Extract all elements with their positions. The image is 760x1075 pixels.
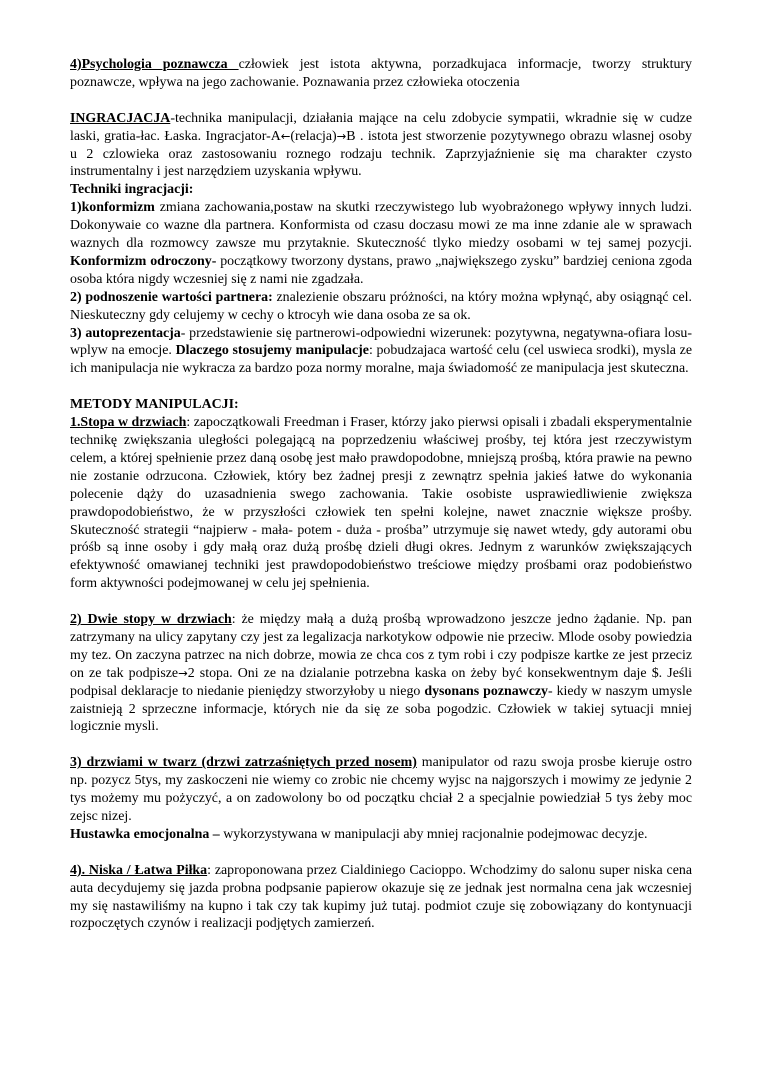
paragraph-gap xyxy=(70,378,692,396)
heading-konformizm: konformizm xyxy=(81,200,155,216)
heading-drzwiami-w-twarz: 3) drzwiami w twarz (drzwi zatrzaśniętych przed nosem) xyxy=(70,755,417,771)
paragraph-text: : pobudzajaca wartość celu (cel uswieca srodki), mysla ze ich manipulacja nie wykracza za bardzo poza normy moralne, maja świadomość ze manipulacja jest skuteczna. xyxy=(70,343,692,377)
paragraph-text: zmiana zachowania,postaw na skutki rzeczywistego lub wyobrażonego wpływy innych ludzi. Dokonywaie co wazne dla partnera. Konformista od czasu doczasu mowi ze ma inne zdanie ale w sprawach waznych dla rozmowcy zawsze mu przytaknie. Skuteczność tlyko miedzy osobami w tej samej pozycji. xyxy=(70,200,692,252)
list-number: 1) xyxy=(70,200,82,216)
paragraph-gap xyxy=(70,92,692,110)
heading-podnoszenie-wartosci: 2) podnoszenie wartości partnera: xyxy=(70,289,273,305)
heading-techniki-ingracjacji: Techniki ingracjacji: xyxy=(70,182,194,198)
paragraph-dwie-stopy xyxy=(70,611,692,736)
heading-stopa-w-drzwiach: 1.Stopa w drzwiach xyxy=(70,415,187,431)
paragraph-text: : zaproponowana przez Cialdiniego Cacioppo. Wchodzimy do salonu super niska cena auta decydujemy się jazda probna podpsanie papierow okazuje się ze jednak jest normalna cena jak wczesniej my się nastawiliśmy na kupno i tak czy tak kupimy już tutaj. podmiot czuje się zobowiązany do kontynuacji rozpoczętych czynów i realizacji podjętych zamierzeń. xyxy=(70,862,692,932)
paragraph-text: B . istota jest stworzenie pozytywnego obrazu wlasnej osoby u 2 czlowieka oraz zastosowaniu roznego rodzaju technik. Zaprzyjaźnienie się ma charakter czysto instrumentalny i jest narzędziem uzyskania wpływu. xyxy=(70,128,692,180)
paragraph-gap xyxy=(70,844,692,862)
paragraph-text: 2 stopa. Oni ze na dzialanie potrzebna kaska on żeby być konsekwentnym daje $. Jeśli podpisal deklaracje to niedanie pieniędzy stworzyłoby u niego xyxy=(70,665,692,699)
paragraph-drzwiami-w-twarz xyxy=(70,754,692,826)
heading-konformizm-odroczony: Konformizm odroczony- xyxy=(70,253,217,269)
paragraph-konformizm xyxy=(70,199,692,289)
paragraph-text: -technika manipulacji, działania mające na celu zdobycie sympatii, wkradnie się w cudze laski, gratia-łac. Łaska. Ingracjator-A xyxy=(70,110,692,144)
paragraph-text: - kiedy w naszym umysle zaistnieją 2 sprzeczne informacje, których nie da się ze soba pogodzic. Człowiek w takiej sytuacji mniej logicznie mysli. xyxy=(70,683,692,735)
heading-dwie-stopy: 2) Dwie stopy w drzwiach xyxy=(70,612,232,628)
paragraph-text: : że między małą a dużą prośbą wprowadzono jeszcze jedno żądanie. Np. pan zatrzymany na ulicy zapytany czy jest za legalizacja narkotykow odpowie nie przeciw. Mlode osoby powiedzia my tez. On zaczyna patrzec na nich dobrze, mowia ze chca cos z tym robi i czy podpisze kartke ze jest przeciz on ze tak podpisze xyxy=(70,612,692,681)
heading-autoprezentacja: 3) autoprezentacja xyxy=(70,325,181,341)
paragraph-text: początkowy tworzony dystans, prawo „największego zysku” bardziej ceniona zgoda osoba która nigdy wczesniej się z nami nie zgadzała. xyxy=(70,253,692,287)
heading-psychologia-poznawcza: 4)Psychologia poznawcza xyxy=(70,57,239,72)
paragraph-text: wykorzystywana w manipulacji aby mniej racjonalnie podejmowac decyzje. xyxy=(219,826,648,842)
paragraph-psychologia-poznawcza xyxy=(70,56,692,92)
paragraph-text: znalezienie obszaru próżności, na który można wpłynąć, aby osiągnąć cel. Nieskuteczny gdy celujemy w cechy o ktrocyh wie dana osoba ze sa ok. xyxy=(70,289,692,323)
arrow-right-icon: → xyxy=(336,128,347,143)
paragraph-text: manipulator od razu swoja prosbe kieruje ostro np. pozycz 5tys, my zaskoczeni nie wiemy co zrobic nie chcemy wyjsc na najgorszych i mowimy ze jedynie 2 tys możemy mu pożyczyć, a on zadowolony bo od początku chciał 2 a specjalnie powiedział 5 tys żeby moc zejsc nizej. xyxy=(70,755,692,824)
arrow-right-icon: → xyxy=(178,665,188,680)
paragraph-gap xyxy=(70,736,692,754)
paragraph-text: : zapoczątkowali Freedman i Fraser, którzy jako pierwsi opisali i zbadali eksperymentalnie technikę zwiększania uległości polegającą na poprzedzeniu właściwej prośby, tej która jest rzeczywistym celem, a której spełnienie przez daną osobę jest mało prawdopodobne, mniejszą prośbą, która prawie na pewno nie zostanie odrzucona. Człowiek, który bez żadnej presji z zewnątrz spełnia jakieś łatwe do wykonania polecenie dąży do uzasadnienia swego zachowania. Takie osobiste usprawiedliwienie zwiększa prawdopodobieństwo, że w przyszłości człowiek ten spełni kolejne, nawet znacznie większe prośby. Skuteczność strategii “najpierw - mała- potem - duża - prośba” utrzymuje się nawet wtedy, gdy autorami obu próśb są inne osoby i gdy małą oraz dużą prośbę dzieli długi okres. Jednym z warunków zwiększających efektywność omawianej techniki jest prawdopodobieństwo treściowe między prośbami oraz podobieństwo form aktywności podejmowanej w celu jej spełnienia. xyxy=(70,415,692,592)
paragraph-metody-manipulacji xyxy=(70,396,692,414)
heading-dlaczego-manipulacje: Dlaczego stosujemy manipulacje xyxy=(175,343,369,359)
heading-niska-latwa-pilka: 4). Niska / Łatwa Piłka xyxy=(70,862,208,878)
paragraph-hustawka-emocjonalna xyxy=(70,826,692,844)
paragraph-niska-latwa-pilka xyxy=(70,862,692,934)
heading-dysonans-poznawczy: dysonans poznawczy xyxy=(424,683,548,699)
paragraph-podnoszenie-wartosci xyxy=(70,289,692,325)
heading-ingracjacja: INGRACJACJA xyxy=(70,110,171,126)
paragraph-text: - przedstawienie się partnerowi-odpowiedni wizerunek: pozytywna, negatywna-ofiara losu-wplyw na emocje. xyxy=(70,325,692,359)
heading-hustawka-emocjonalna: Hustawka emocjonalna – xyxy=(70,826,220,842)
paragraph-stopa-w-drzwiach xyxy=(70,414,692,593)
paragraph-gap xyxy=(70,593,692,611)
paragraph-ingracjacja xyxy=(70,110,692,182)
paragraph-autoprezentacja xyxy=(70,325,692,379)
paragraph-text: (relacja) xyxy=(290,128,337,144)
paragraph-text: człowiek jest istota aktywna, porzadkujaca informacje, tworzy struktury poznawcze, wpływa na jego zachowanie. Poznawania przez człowieka otoczenia xyxy=(70,57,693,90)
arrow-left-icon: ← xyxy=(280,128,291,143)
paragraph-techniki-ingracjacji xyxy=(70,181,692,199)
heading-metody-manipulacji: METODY MANIPULACJI: xyxy=(70,397,239,413)
